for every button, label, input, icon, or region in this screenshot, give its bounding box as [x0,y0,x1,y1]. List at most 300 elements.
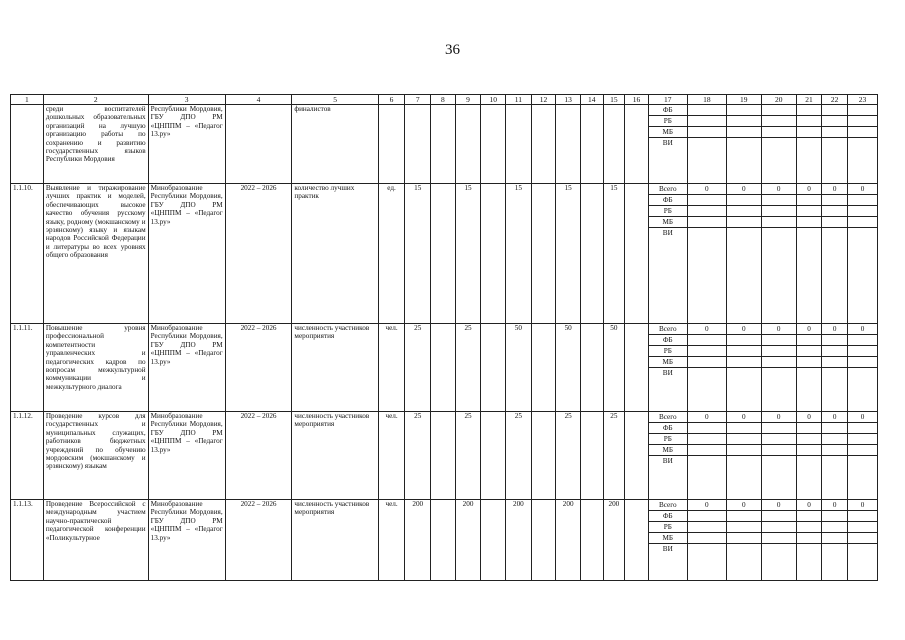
column-header: 4 [225,95,292,105]
column-header: 14 [580,95,603,105]
funding-value [727,544,761,554]
funding-sources [648,184,687,324]
funding-column [796,500,822,581]
funding-column [822,324,848,412]
funding-value: 0 [797,412,822,423]
empty-cell [625,105,649,184]
funding-column [796,105,822,184]
funding-value [822,228,847,238]
indicator-value: 200 [405,500,431,581]
empty-cell [431,500,456,581]
funding-source: Всего [649,412,687,423]
funding-value [688,335,726,346]
funding-value [727,138,761,148]
empty-cell [481,412,506,500]
funding-source: ФБ [649,195,687,206]
funding-value [848,105,877,116]
funding-value [762,533,796,544]
funding-value [797,544,822,554]
empty-cell [625,500,649,581]
funding-value [762,423,796,434]
funding-column [848,500,878,581]
indicator-value: 200 [603,500,625,581]
empty-cell [580,184,603,324]
funding-column [687,105,726,184]
funding-source: ВИ [662,457,673,465]
column-header: 1 [11,95,44,105]
funding-value [848,368,877,378]
funding-value [762,511,796,522]
item-number: 1.1.12. [11,412,44,500]
funding-column [822,500,848,581]
funding-value [688,456,726,466]
executor: Минобразование Республики Мордовия, ГБУ ДПО РМ «ЦНППМ – «Педагог 13.ру» [148,412,225,500]
funding-source: ВИ [662,229,673,237]
funding-value [848,335,877,346]
empty-cell [481,500,506,581]
unit: чел. [378,500,405,581]
funding-value [822,423,847,434]
indicator-value: 15 [556,184,581,324]
funding-value [848,544,877,554]
empty-cell [625,324,649,412]
funding-value [797,206,822,217]
funding-value [688,357,726,368]
funding-value [848,127,877,138]
funding-value [727,533,761,544]
funding-value [762,116,796,127]
funding-value [822,138,847,148]
funding-value [762,228,796,238]
page-number: 36 [445,42,460,58]
indicator-value: 50 [556,324,581,412]
funding-value [797,368,822,378]
table-row [11,500,878,581]
funding-value [822,357,847,368]
empty-cell [531,105,556,184]
funding-value [822,434,847,445]
indicator-value [455,105,481,184]
funding-value [727,434,761,445]
period: 2022 – 2026 [225,184,292,324]
column-header: 19 [726,95,761,105]
funding-value [727,445,761,456]
empty-cell [580,324,603,412]
empty-cell [431,184,456,324]
funding-value [848,434,877,445]
funding-value [797,511,822,522]
funding-value [822,206,847,217]
funding-value [848,445,877,456]
table-row [11,324,878,412]
funding-source: Всего [649,184,687,195]
funding-source: РБ [649,346,687,357]
funding-value [848,346,877,357]
funding-value [848,116,877,127]
funding-value [762,206,796,217]
funding-value [688,138,726,148]
funding-value: 0 [688,184,726,195]
executor: Минобразование Республики Мордовия, ГБУ ДПО РМ «ЦНППМ – «Педагог 13.ру» [148,324,225,412]
funding-value [822,116,847,127]
funding-value [688,368,726,378]
executor: Минобразование Республики Мордовия, ГБУ ДПО РМ «ЦНППМ – «Педагог 13.ру» [148,184,225,324]
indicator-value: 25 [603,412,625,500]
column-header: 21 [796,95,822,105]
funding-source: ВИ [662,369,673,377]
indicator: численность участников мероприятия [292,412,378,500]
funding-value: 0 [762,324,796,335]
indicator-value: 50 [506,324,532,412]
funding-column [726,184,761,324]
empty-cell [431,412,456,500]
indicator-value [506,105,532,184]
funding-value [688,206,726,217]
item-number: 1.1.11. [11,324,44,412]
funding-column [796,412,822,500]
funding-value: 0 [688,500,726,511]
funding-source: РБ [649,434,687,445]
funding-value [762,357,796,368]
funding-source: РБ [649,206,687,217]
funding-value [797,217,822,228]
indicator-value: 25 [455,412,481,500]
indicator-value [556,105,581,184]
funding-value [822,445,847,456]
funding-value [762,434,796,445]
funding-value [797,522,822,533]
funding-column [796,324,822,412]
funding-value [688,116,726,127]
funding-source: МБ [649,217,687,228]
funding-value [848,206,877,217]
column-header: 11 [506,95,532,105]
empty-cell [580,412,603,500]
funding-value [762,544,796,554]
indicator-value: 200 [455,500,481,581]
funding-value [822,368,847,378]
empty-cell [431,324,456,412]
unit: чел. [378,324,405,412]
indicator-value: 15 [506,184,532,324]
indicator: численность участников мероприятия [292,324,378,412]
unit [378,105,405,184]
column-header: 2 [43,95,148,105]
funding-value [727,217,761,228]
funding-value: 0 [762,500,796,511]
funding-value [688,228,726,238]
funding-source: ВИ [662,545,673,553]
funding-source: Всего [649,500,687,511]
column-header: 6 [378,95,405,105]
funding-value [822,511,847,522]
indicator: количество лучших практик [292,184,378,324]
funding-value [762,346,796,357]
funding-value [797,105,822,116]
funding-value [688,522,726,533]
funding-column [687,184,726,324]
funding-value: 0 [822,412,847,423]
funding-value [727,206,761,217]
funding-column [796,184,822,324]
indicator-value: 25 [405,324,431,412]
funding-column [761,184,796,324]
funding-value [762,217,796,228]
program-table [10,94,878,581]
funding-value [727,368,761,378]
funding-value [848,456,877,466]
funding-value [848,511,877,522]
funding-value [822,522,847,533]
funding-value [822,105,847,116]
period: 2022 – 2026 [225,324,292,412]
funding-column [822,184,848,324]
funding-value [822,127,847,138]
unit: ед. [378,184,405,324]
column-header-row [11,95,878,105]
funding-value [762,456,796,466]
funding-value [848,195,877,206]
funding-column [761,324,796,412]
period: 2022 – 2026 [225,500,292,581]
indicator-value [405,105,431,184]
measure-name: Проведение курсов для государственных и муниципальных служащих, работников бюджетных учреждений по обучению мордовским (мокшанскому и эрзянскому) языкам [43,412,148,500]
column-header: 15 [603,95,625,105]
table-row [11,105,878,184]
funding-source: ФБ [649,511,687,522]
funding-value: 0 [762,184,796,195]
empty-cell [531,184,556,324]
funding-value [797,138,822,148]
funding-source: Всего [649,324,687,335]
funding-value [727,522,761,533]
empty-cell [580,500,603,581]
executor: Республики Мордовия, ГБУ ДПО РМ «ЦНППМ – «Педагог 13.ру» [148,105,225,184]
funding-value [688,127,726,138]
funding-column [848,184,878,324]
funding-value [797,127,822,138]
item-number [11,105,44,184]
funding-source: МБ [649,533,687,544]
empty-cell [481,184,506,324]
funding-value [688,434,726,445]
funding-column [848,105,878,184]
column-header: 7 [405,95,431,105]
funding-value [688,423,726,434]
indicator-value: 25 [455,324,481,412]
funding-source: ФБ [649,423,687,434]
funding-sources [648,500,687,581]
funding-value [727,456,761,466]
funding-value [727,346,761,357]
funding-value [688,511,726,522]
column-header: 5 [292,95,378,105]
funding-value: 0 [822,184,847,195]
funding-value: 0 [727,412,761,423]
funding-source: ВИ [662,139,673,147]
funding-value: 0 [688,412,726,423]
empty-cell [431,105,456,184]
funding-value [797,228,822,238]
funding-value [688,544,726,554]
funding-value: 0 [822,500,847,511]
column-header: 23 [848,95,878,105]
period: 2022 – 2026 [225,412,292,500]
empty-cell [481,105,506,184]
funding-value [822,195,847,206]
empty-cell [531,324,556,412]
funding-value [822,346,847,357]
column-header: 13 [556,95,581,105]
indicator: численность участников мероприятия [292,500,378,581]
funding-value [762,105,796,116]
funding-source: РБ [649,116,687,127]
empty-cell [531,412,556,500]
empty-cell [580,105,603,184]
funding-column [761,412,796,500]
indicator-value: 200 [556,500,581,581]
unit: чел. [378,412,405,500]
funding-source: МБ [649,445,687,456]
funding-column [822,412,848,500]
funding-value [688,533,726,544]
funding-value [797,445,822,456]
funding-value [762,335,796,346]
measure-name: Повышение уровня профессиональной компетентности управленческих и педагогических кадров по вопросам межкультурной коммуникации и межкультурного диалога [43,324,148,412]
empty-cell [481,324,506,412]
indicator-value: 200 [506,500,532,581]
column-header: 17 [648,95,687,105]
funding-value [688,445,726,456]
indicator-value: 25 [405,412,431,500]
funding-value [848,522,877,533]
item-number: 1.1.10. [11,184,44,324]
funding-column [687,412,726,500]
funding-value [688,217,726,228]
funding-column [726,105,761,184]
funding-value [797,116,822,127]
funding-value [848,533,877,544]
funding-value [727,423,761,434]
empty-cell [625,184,649,324]
funding-value [797,357,822,368]
funding-value [797,346,822,357]
funding-value [797,434,822,445]
funding-value [727,105,761,116]
funding-value: 0 [848,184,877,195]
table-row [11,184,878,324]
funding-value: 0 [727,500,761,511]
measure-name: Проведение Всероссийской с международным участием научно-практической педагогической конференции «Поликультурное [43,500,148,581]
funding-value [727,335,761,346]
funding-value [848,423,877,434]
funding-value [797,456,822,466]
funding-sources [648,105,687,184]
funding-value: 0 [727,324,761,335]
period [225,105,292,184]
funding-value [797,335,822,346]
funding-column [687,324,726,412]
column-header: 12 [531,95,556,105]
funding-value: 0 [727,184,761,195]
indicator-value: 15 [455,184,481,324]
empty-cell [531,500,556,581]
funding-value [762,522,796,533]
funding-value [688,195,726,206]
funding-value: 0 [822,324,847,335]
indicator-value: 15 [405,184,431,324]
funding-value [727,127,761,138]
indicator-value: 15 [603,184,625,324]
column-header: 22 [822,95,848,105]
funding-value [797,533,822,544]
funding-column [687,500,726,581]
funding-column [761,500,796,581]
funding-value: 0 [848,324,877,335]
funding-source: МБ [649,357,687,368]
funding-value [762,195,796,206]
funding-value: 0 [762,412,796,423]
indicator-value: 25 [556,412,581,500]
column-header: 16 [625,95,649,105]
funding-value [848,217,877,228]
funding-value [797,195,822,206]
column-header: 10 [481,95,506,105]
column-header: 3 [148,95,225,105]
funding-value [762,368,796,378]
funding-column [726,500,761,581]
funding-source: ФБ [649,335,687,346]
funding-value [762,445,796,456]
funding-value [822,217,847,228]
funding-value [848,138,877,148]
funding-value [822,533,847,544]
funding-value: 0 [797,184,822,195]
table-row [11,412,878,500]
funding-source: МБ [649,127,687,138]
indicator-value [603,105,625,184]
funding-column [822,105,848,184]
indicator-value: 50 [603,324,625,412]
funding-column [761,105,796,184]
column-header: 9 [455,95,481,105]
funding-value [848,228,877,238]
funding-value: 0 [797,324,822,335]
funding-value: 0 [688,324,726,335]
funding-column [726,324,761,412]
funding-source: ФБ [649,105,687,116]
funding-value [727,228,761,238]
column-header: 8 [431,95,456,105]
funding-column [848,412,878,500]
funding-value [688,105,726,116]
funding-value [822,335,847,346]
funding-value: 0 [797,500,822,511]
executor: Минобразование Республики Мордовия, ГБУ ДПО РМ «ЦНППМ – «Педагог 13.ру» [148,500,225,581]
funding-value: 0 [848,500,877,511]
indicator-value: 25 [506,412,532,500]
funding-column [726,412,761,500]
funding-value [727,195,761,206]
funding-column [848,324,878,412]
measure-name: Выявление и тиражирование лучших практик и моделей, обеспечивающих высокое качество обучения русскому языку, родному (мокшанскому и эрзянскому) языку и языкам народов Российской Федерации и литературы во всех уровнях общего образования [43,184,148,324]
funding-source: РБ [649,522,687,533]
funding-value [688,346,726,357]
funding-sources [648,324,687,412]
empty-cell [625,412,649,500]
funding-value [848,357,877,368]
indicator: финалистов [292,105,378,184]
